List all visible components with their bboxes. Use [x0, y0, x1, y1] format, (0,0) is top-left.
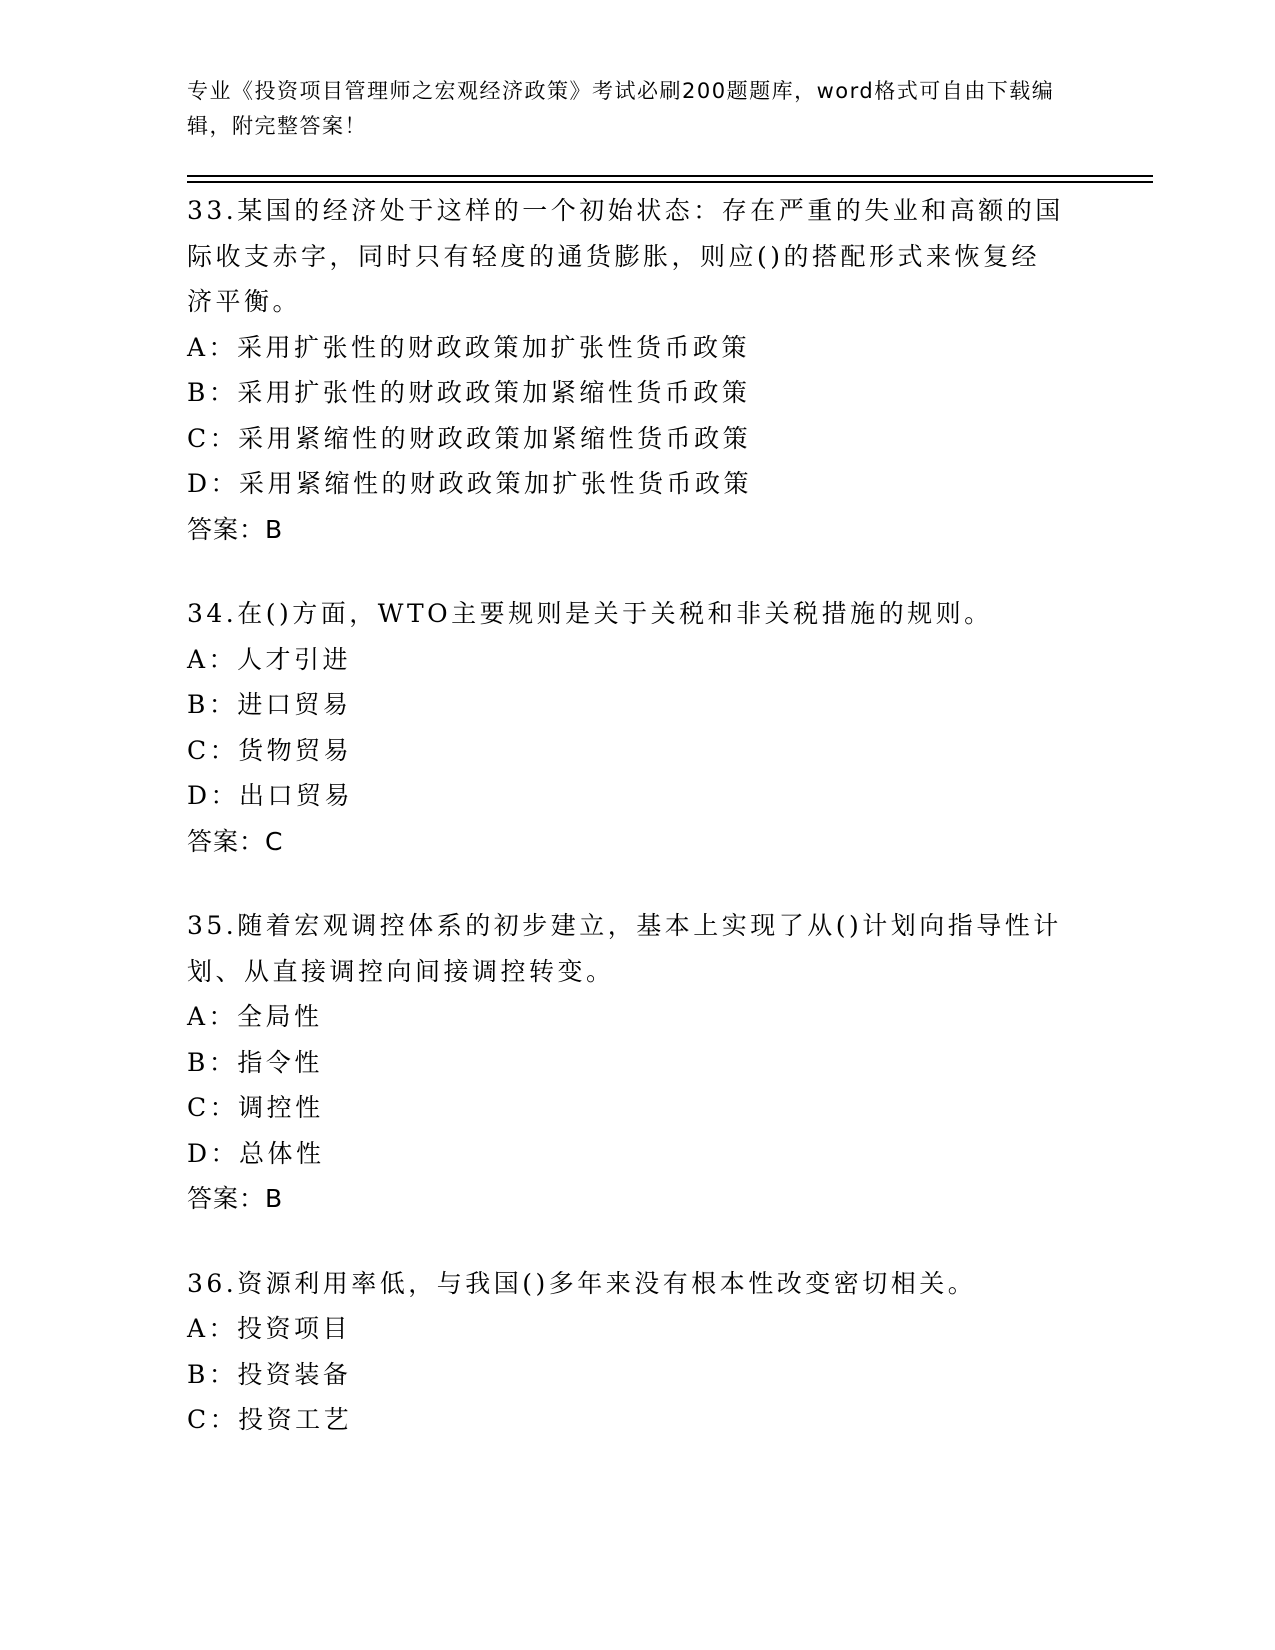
option-c: C：货物贸易	[187, 735, 353, 765]
answer: 答案：C	[187, 826, 284, 856]
question-list	[187, 188, 1087, 1482]
option-b: B：采用扩张性的财政政策加紧缩性货币政策	[187, 378, 751, 407]
option-b: B：投资装备	[187, 1359, 352, 1389]
option-d: D：总体性	[187, 1138, 325, 1168]
question-34	[187, 591, 1087, 864]
option-c: C：投资工艺	[187, 1405, 353, 1434]
option-a: A：全局性	[187, 1002, 323, 1031]
question-text: 33.某国的经济处于这样的一个初始状态：存在严重的失业和高额的国际收支赤字，同时只有轻度的通货膨胀，则应()的搭配形式来恢复经济平衡。	[187, 196, 1064, 316]
option-a: A：投资项目	[187, 1314, 352, 1343]
question-36	[187, 1261, 1087, 1443]
question-text: 34.在()方面，WTO主要规则是关于关税和非关税措施的规则。	[187, 599, 993, 628]
option-b: B：进口贸易	[187, 690, 352, 719]
answer: 答案：B	[187, 514, 284, 544]
option-c: C：采用紧缩性的财政政策加紧缩性货币政策	[187, 423, 752, 453]
header-divider-bottom	[187, 181, 1153, 183]
option-c: C：调控性	[187, 1093, 324, 1122]
header-divider-top	[187, 175, 1153, 177]
question-text: 36.资源利用率低，与我国()多年来没有根本性改变密切相关。	[187, 1268, 977, 1298]
option-d: D：出口贸易	[187, 781, 354, 810]
option-a: A：采用扩张性的财政政策加扩张性货币政策	[187, 332, 751, 362]
question-text: 35.随着宏观调控体系的初步建立，基本上实现了从()计划向指导性计划、从直接调控向间接调控转变。	[187, 911, 1062, 986]
option-a: A：人才引进	[187, 644, 352, 674]
question-33	[187, 188, 1087, 552]
document-header: 专业《投资项目管理师之宏观经济政策》考试必刷200题题库，word格式可自由下载编辑，附完整答案！	[187, 79, 1055, 138]
option-b: B：指令性	[187, 1047, 323, 1077]
answer: 答案：B	[187, 1184, 284, 1213]
question-35	[187, 903, 1087, 1222]
option-d: D：采用紧缩性的财政政策加扩张性货币政策	[187, 469, 753, 498]
